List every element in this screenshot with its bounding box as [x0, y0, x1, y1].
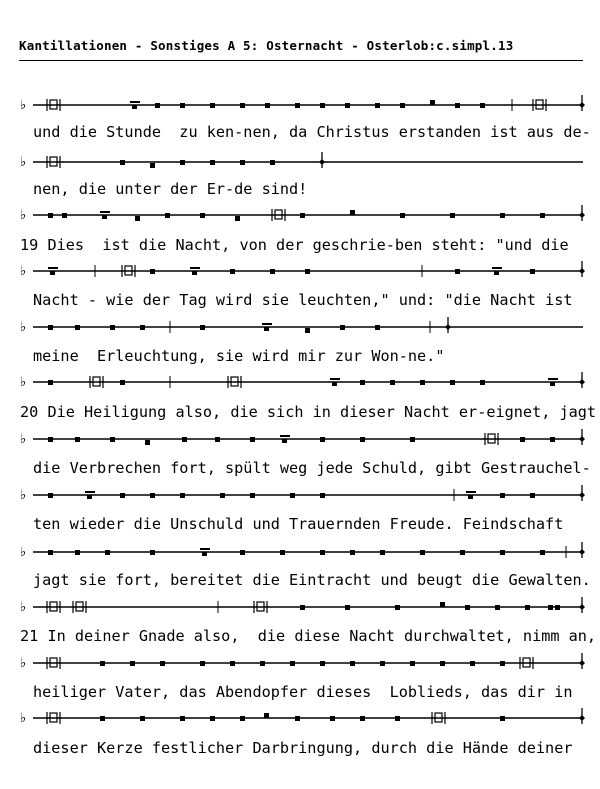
neume-note: [180, 160, 185, 165]
neume-note: [450, 213, 455, 218]
lyric-line: ten wieder die Unschuld und Trauernden Freude. Feindschaft: [33, 515, 564, 533]
neume-note: [210, 716, 215, 721]
neume-note: [220, 493, 225, 498]
neume-note: [320, 493, 325, 498]
neume-note: [282, 439, 287, 443]
neume-note: [230, 661, 235, 666]
staff-notation: [0, 595, 600, 619]
neume-note: [230, 269, 235, 274]
neume-note: [500, 661, 505, 666]
chant-staff: [0, 483, 600, 507]
lyric-line: 19 Dies ist die Nacht, von der geschrie-ben steht: "und die: [20, 236, 569, 254]
final-note-diamond: [579, 379, 585, 385]
final-note-diamond: [579, 492, 585, 498]
neume-note: [360, 716, 365, 721]
neume-note: [180, 103, 185, 108]
flat-clef-icon: ♭: [20, 432, 27, 447]
neume-note: [48, 325, 53, 330]
reciting-tone-dash: [466, 491, 476, 493]
lyric-line: nen, die unter der Er-de sind!: [33, 180, 308, 198]
page-header: Kantillationen - Sonstiges A 5: Osternacht - Osterlob:c.simpl.13: [19, 38, 583, 61]
neume-note: [180, 493, 185, 498]
neume-note: [265, 103, 270, 108]
final-note-diamond: [579, 715, 585, 721]
flat-clef-icon: ♭: [20, 711, 27, 726]
chant-staff: [0, 259, 600, 283]
neume-note: [395, 605, 400, 610]
staff-notation: [0, 651, 600, 675]
lyric-line: 20 Die Heiligung also, die sich in dieser Nacht er-eignet, jagt: [20, 403, 597, 421]
neume-note: [200, 661, 205, 666]
flat-clef-icon: ♭: [20, 545, 27, 560]
neume-note: [202, 552, 207, 556]
chant-staff: [0, 370, 600, 394]
neume-note: [102, 215, 107, 219]
neume-note: [182, 437, 187, 442]
reciting-tone-dash: [280, 435, 290, 437]
neume-note: [48, 437, 53, 442]
chant-staff: [0, 93, 600, 117]
staff-notation: [0, 315, 600, 339]
flat-clef-icon: ♭: [20, 98, 27, 113]
reciting-tone-dash: [130, 101, 140, 103]
neume-note: [132, 105, 137, 109]
neume-note: [332, 382, 337, 386]
neume-note: [550, 382, 555, 386]
neume-note: [390, 380, 395, 385]
verse-number: 19: [20, 236, 39, 254]
neume-note: [240, 550, 245, 555]
flat-clef-icon: ♭: [20, 320, 27, 335]
neume-note: [400, 213, 405, 218]
staff-notation: [0, 427, 600, 451]
neume-note: [500, 213, 505, 218]
neume-note: [87, 495, 92, 499]
neume-note: [410, 437, 415, 442]
neume-note: [345, 103, 350, 108]
neume-note: [500, 550, 505, 555]
neume-note: [480, 380, 485, 385]
neume-note: [240, 160, 245, 165]
neume-note: [120, 160, 125, 165]
neume-note: [340, 325, 345, 330]
neume-note: [48, 493, 53, 498]
neume-note: [305, 269, 310, 274]
neume-note: [48, 380, 53, 385]
reciting-tone-dash: [85, 491, 95, 493]
neume-note: [500, 716, 505, 721]
flat-clef-icon: ♭: [20, 375, 27, 390]
neume-note: [264, 327, 269, 331]
neume-note: [200, 325, 205, 330]
reciting-tone-dash: [48, 267, 58, 269]
reciting-tone-dash: [190, 267, 200, 269]
neume-note: [295, 716, 300, 721]
lyric-line: meine Erleuchtung, sie wird mir zur Won-ne.": [33, 347, 445, 365]
neume-note: [380, 661, 385, 666]
neume-note: [540, 550, 545, 555]
neume-note: [555, 605, 560, 610]
final-note-diamond: [579, 268, 585, 274]
neume-note: [410, 661, 415, 666]
final-note-diamond: [579, 660, 585, 666]
chant-staff: [0, 540, 600, 564]
neume-note: [160, 661, 165, 666]
neume-note: [75, 437, 80, 442]
final-note-diamond: [319, 159, 325, 165]
neume-note: [250, 493, 255, 498]
verse-number: 21: [20, 627, 39, 645]
neume-note: [250, 437, 255, 442]
neume-note: [468, 495, 473, 499]
neume-note: [345, 605, 350, 610]
neume-note: [520, 437, 525, 442]
neume-note: [140, 325, 145, 330]
neume-note: [100, 716, 105, 721]
neume-note: [260, 661, 265, 666]
flat-clef-icon: ♭: [20, 208, 27, 223]
lyric-line: jagt sie fort, bereitet die Eintracht und beugt die Gewalten.: [33, 571, 591, 589]
flat-clef-icon: ♭: [20, 155, 27, 170]
staff-notation: [0, 706, 600, 730]
neume-note: [105, 550, 110, 555]
neume-note: [75, 325, 80, 330]
neume-note: [350, 661, 355, 666]
verse-number: 20: [20, 403, 39, 421]
lyric-line: dieser Kerze festlicher Darbringung, durch die Hände deiner: [33, 739, 573, 757]
neume-note: [120, 380, 125, 385]
neume-note: [150, 163, 155, 168]
neume-note: [550, 437, 555, 442]
neume-note: [110, 437, 115, 442]
neume-note: [375, 325, 380, 330]
neume-note: [455, 269, 460, 274]
neume-note: [140, 716, 145, 721]
neume-note: [240, 103, 245, 108]
neume-note: [280, 550, 285, 555]
neume-note: [264, 713, 269, 718]
neume-note: [320, 661, 325, 666]
neume-note: [48, 213, 53, 218]
neume-note: [465, 605, 470, 610]
neume-note: [380, 550, 385, 555]
neume-note: [290, 661, 295, 666]
chant-staff: [0, 203, 600, 227]
neume-note: [395, 716, 400, 721]
neume-note: [305, 328, 310, 333]
neume-note: [375, 103, 380, 108]
neume-note: [450, 380, 455, 385]
neume-note: [525, 605, 530, 610]
flat-clef-icon: ♭: [20, 488, 27, 503]
neume-note: [350, 210, 355, 215]
neume-note: [455, 103, 460, 108]
staff-notation: [0, 259, 600, 283]
neume-note: [500, 493, 505, 498]
final-note-diamond: [579, 436, 585, 442]
neume-note: [235, 216, 240, 221]
flat-clef-icon: ♭: [20, 264, 27, 279]
neume-note: [50, 271, 55, 275]
neume-note: [350, 550, 355, 555]
chant-staff: [0, 315, 600, 339]
chant-staff: [0, 427, 600, 451]
neume-note: [300, 213, 305, 218]
neume-note: [470, 661, 475, 666]
neume-note: [548, 605, 553, 610]
final-note-diamond: [579, 604, 585, 610]
reciting-tone-dash: [548, 378, 558, 380]
staff-notation: [0, 540, 600, 564]
neume-note: [360, 437, 365, 442]
staff-notation: [0, 93, 600, 117]
neume-note: [120, 493, 125, 498]
lyric-line: Nacht - wie der Tag wird sie leuchten," und: "die Nacht ist: [33, 291, 573, 309]
neume-note: [440, 602, 445, 607]
neume-note: [290, 493, 295, 498]
neume-note: [155, 103, 160, 108]
reciting-tone-dash: [200, 548, 210, 550]
neume-note: [495, 605, 500, 610]
reciting-tone-dash: [262, 323, 272, 325]
neume-note: [135, 216, 140, 221]
neume-note: [150, 493, 155, 498]
neume-note: [150, 269, 155, 274]
final-note-diamond: [579, 212, 585, 218]
neume-note: [270, 269, 275, 274]
neume-note: [420, 550, 425, 555]
neume-note: [430, 100, 435, 105]
lyric-line: heiliger Vater, das Abendopfer dieses Loblieds, das dir in: [33, 683, 573, 701]
reciting-tone-dash: [100, 211, 110, 213]
reciting-tone-dash: [492, 267, 502, 269]
chant-staff: [0, 706, 600, 730]
neume-note: [240, 716, 245, 721]
neume-note: [192, 271, 197, 275]
neume-note: [200, 213, 205, 218]
final-note-diamond: [579, 102, 585, 108]
neume-note: [210, 160, 215, 165]
neume-note: [210, 103, 215, 108]
neume-note: [295, 103, 300, 108]
final-note-diamond: [445, 324, 451, 330]
neume-note: [48, 550, 53, 555]
neume-note: [494, 271, 499, 275]
staff-notation: [0, 483, 600, 507]
neume-note: [145, 440, 150, 445]
neume-note: [530, 269, 535, 274]
neume-note: [300, 605, 305, 610]
neume-note: [100, 661, 105, 666]
reciting-tone-dash: [330, 378, 340, 380]
neume-note: [460, 550, 465, 555]
staff-notation: [0, 150, 600, 174]
neume-note: [165, 213, 170, 218]
final-note-diamond: [579, 549, 585, 555]
neume-note: [270, 160, 275, 165]
neume-note: [320, 103, 325, 108]
neume-note: [480, 103, 485, 108]
chant-staff: [0, 150, 600, 174]
lyric-line: 21 In deiner Gnade also, die diese Nacht durchwaltet, nimm an,: [20, 627, 597, 645]
chant-staff: [0, 595, 600, 619]
staff-notation: [0, 370, 600, 394]
neume-note: [320, 437, 325, 442]
neume-note: [530, 493, 535, 498]
neume-note: [180, 716, 185, 721]
neume-note: [420, 380, 425, 385]
neume-note: [320, 550, 325, 555]
neume-note: [110, 325, 115, 330]
neume-note: [400, 103, 405, 108]
lyric-line: die Verbrechen fort, spült weg jede Schuld, gibt Gestrauchel-: [33, 459, 591, 477]
chant-staff: [0, 651, 600, 675]
neume-note: [360, 380, 365, 385]
neume-note: [150, 550, 155, 555]
lyric-line: und die Stunde zu ken-nen, da Christus erstanden ist aus de-: [33, 123, 591, 141]
neume-note: [330, 716, 335, 721]
neume-note: [215, 437, 220, 442]
flat-clef-icon: ♭: [20, 656, 27, 671]
neume-note: [440, 661, 445, 666]
neume-note: [540, 213, 545, 218]
neume-note: [130, 661, 135, 666]
neume-note: [62, 213, 67, 218]
flat-clef-icon: ♭: [20, 600, 27, 615]
neume-note: [75, 550, 80, 555]
staff-notation: [0, 203, 600, 227]
